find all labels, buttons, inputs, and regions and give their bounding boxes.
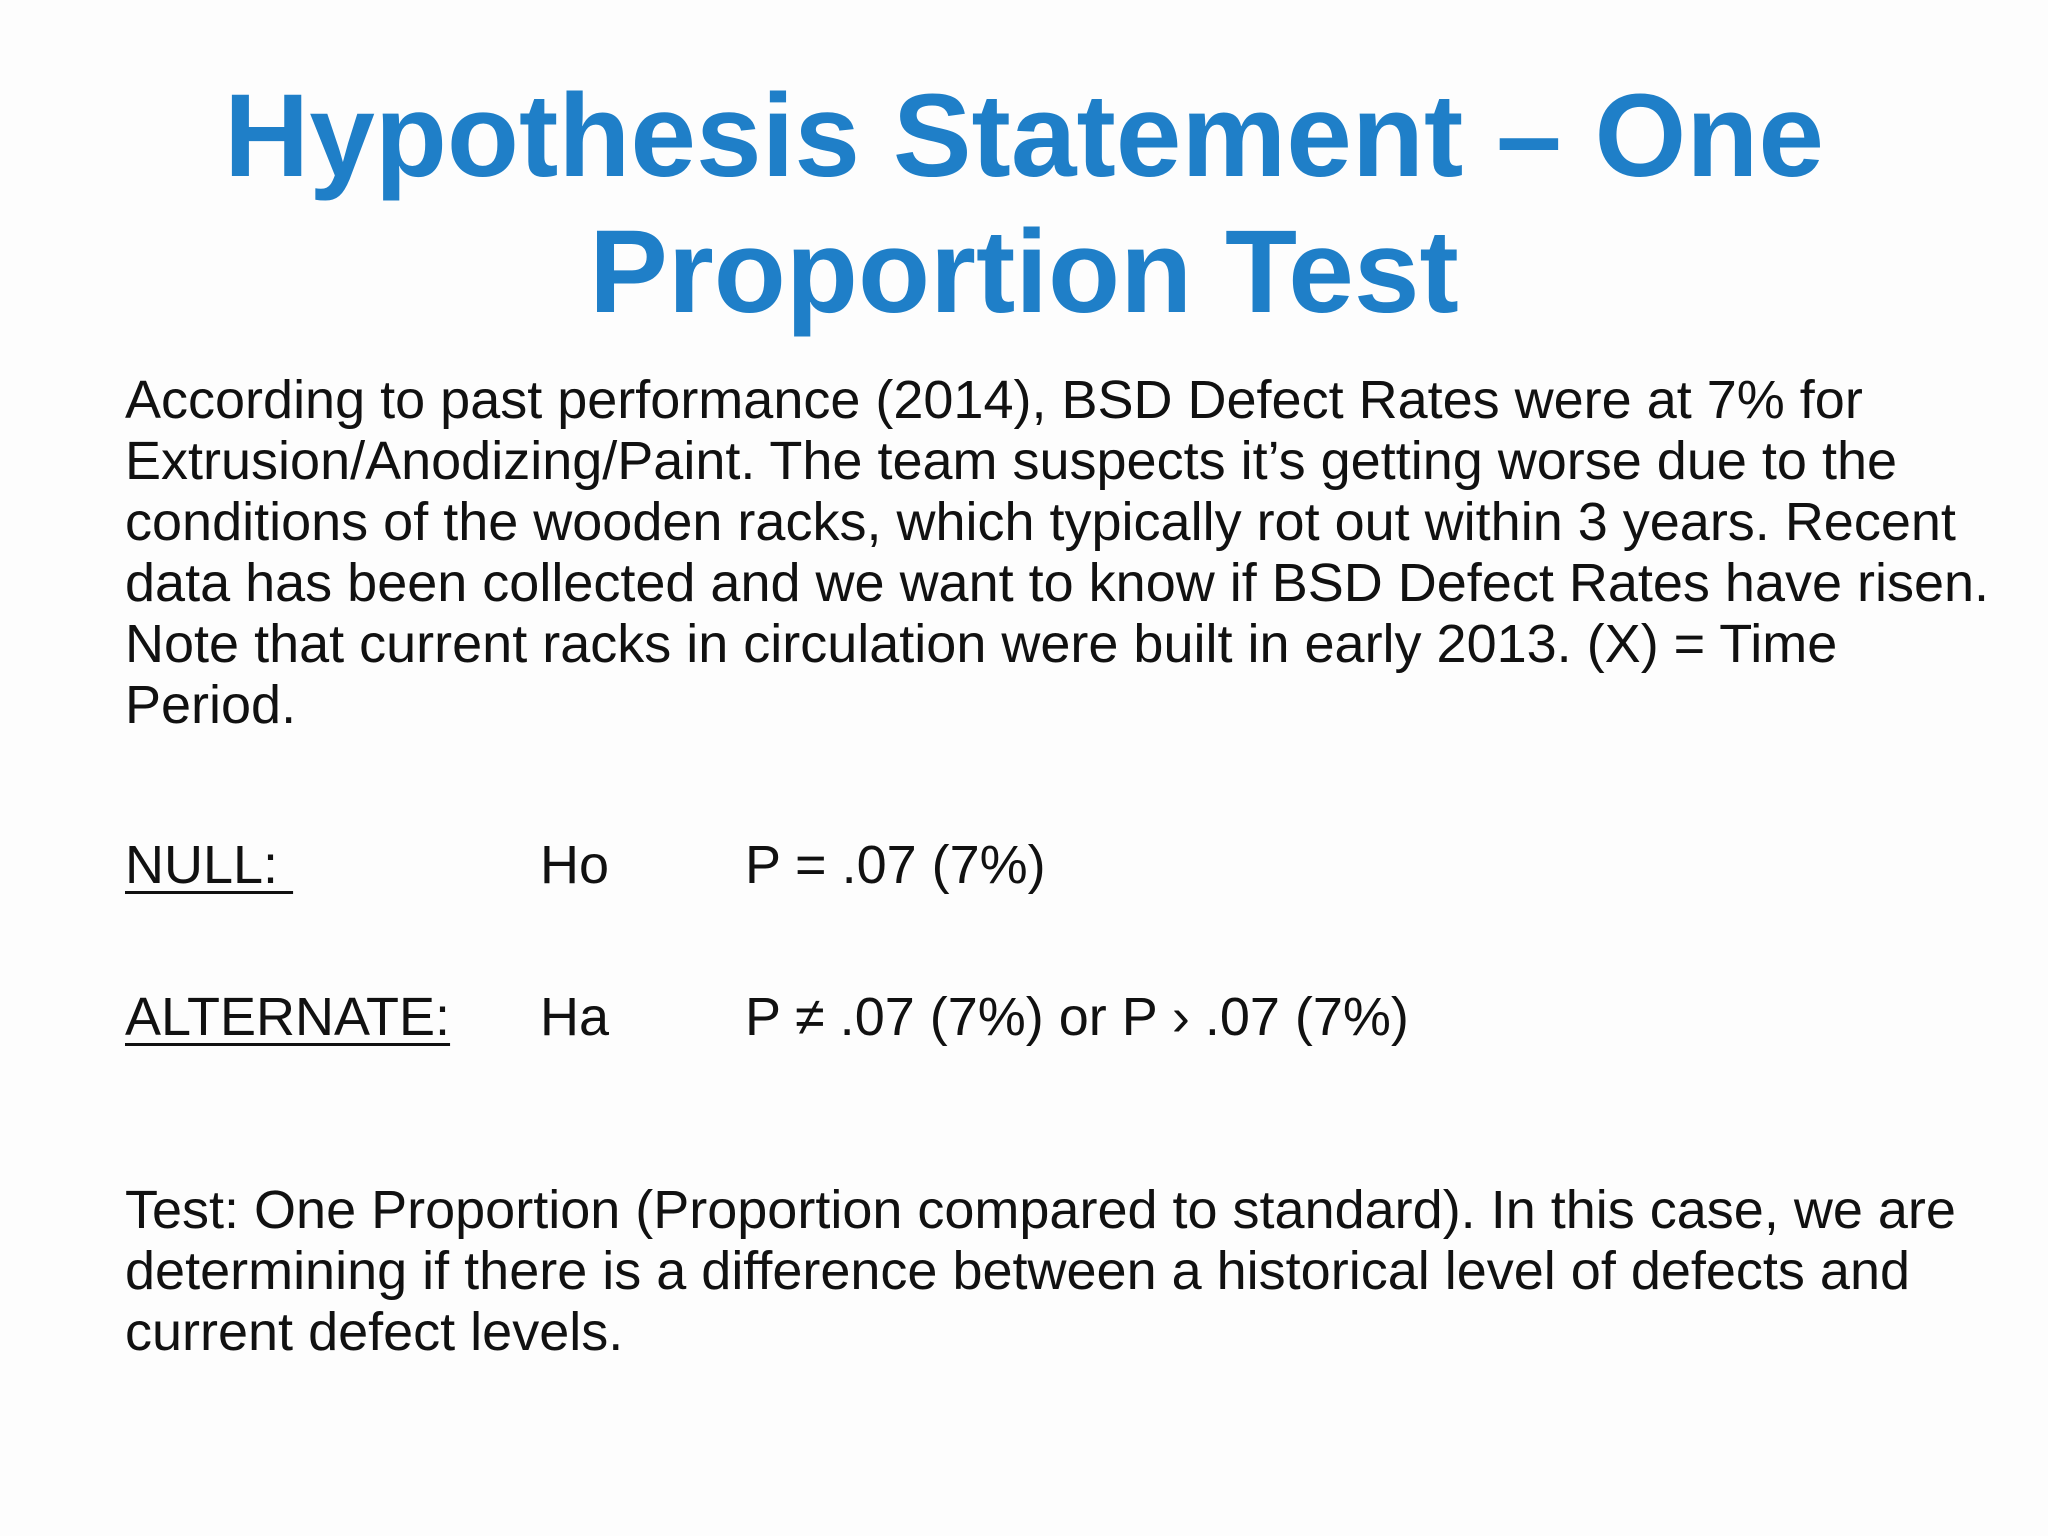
alternate-expression: P ≠ .07 (7%) or P › .07 (7%) <box>745 987 1409 1047</box>
null-symbol: Ho <box>540 835 610 895</box>
null-hypothesis-row <box>125 830 1975 900</box>
title-line-1: Hypothesis Statement – One <box>224 70 1824 202</box>
alternate-symbol: Ha <box>540 987 610 1047</box>
test-paragraph: Test: One Proportion (Proportion compared to standard). In this case, we are determining if there is a difference between a historical level of defects and current defect levels. <box>125 1180 1956 1362</box>
title-line-2: Proportion Test <box>589 206 1459 338</box>
alternate-hypothesis-row <box>125 982 1975 1052</box>
alternate-label: ALTERNATE: <box>125 987 451 1047</box>
null-label: NULL: <box>125 835 294 895</box>
null-expression: P = .07 (7%) <box>745 835 1046 895</box>
slide-title <box>0 68 2048 340</box>
intro-paragraph: According to past performance (2014), BSD Defect Rates were at 7% for Extrusion/Anodizing/Paint. The team suspects it’s getting worse due to the conditions of the wooden racks, which typically rot out within 3 years. Recent data has been collected and we want to know if BSD Defect Rates have risen. Note that current racks in circulation were built in early 2013. (X) = Time Period. <box>125 370 1990 735</box>
